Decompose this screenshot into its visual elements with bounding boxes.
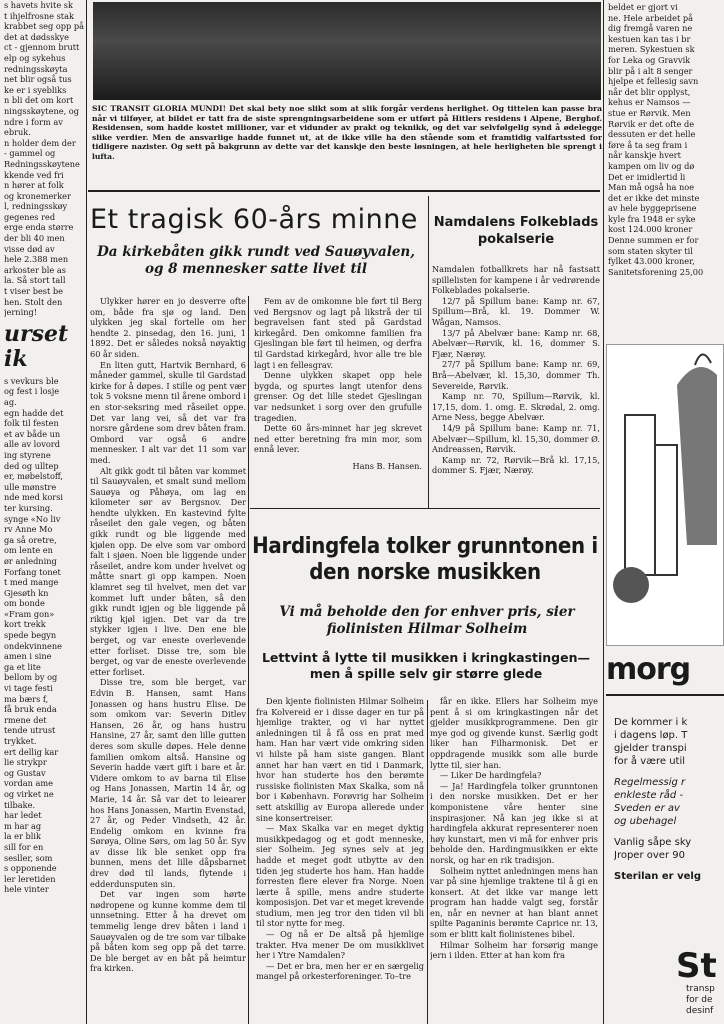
article1-paragraph: Ulykker hører en jo desverre ofte om, både fra sjø og land. Den ulykken jeg skal fortelle om her hendte 2. pinsedag, den 16. juni, 1 1892. Det er således nokså nøyaktig 60 år siden. — [90, 296, 246, 359]
article1-column-1 — [90, 296, 246, 1024]
left-column-line: s opponende — [4, 863, 57, 874]
left-column-line: om lente en — [4, 545, 53, 556]
article-divider — [250, 508, 600, 509]
left-column-line: t med mange — [4, 577, 59, 588]
left-column-line: ert dellig kar — [4, 746, 59, 757]
left-column-line: alle av lovord — [4, 439, 60, 450]
right-column-line: Man må også ha noe — [608, 182, 695, 193]
fixture-item: 12/7 på Spillum bane: Kamp nr. 67, Spillum—Brå, kl. 19. Dommer W. Wågan, Namsos. — [432, 295, 600, 327]
left-column-line: folk til festen — [4, 418, 59, 429]
advertisement-line: Jroper over 90 — [614, 850, 685, 861]
right-column-line: Denne summen er for — [608, 235, 699, 246]
article1-paragraph: Fem av de omkomne ble ført til Berg ved Bergsnov og lagt på likstrå der til begravelsen fant sted på Gardstad kirkegård. Den omkomne familien fra Gjeslingan ble ført til heimen, og derfra til Gardstad kirkegård, hvor alle tre ble lagt i en fellesgrav. — [254, 296, 422, 370]
left-column-line: ke er i syebliks — [4, 84, 67, 95]
article2-paragraph: får en ikke. Ellers har Solheim mye pent å si om kringkastingen når det gjelder musikkprogrammene. Den gir mye god og givende kunst. Særlig godt liker han Filharmonisk. Det er oppdragende musikk som alle burde lytte til, sier han. — [430, 696, 598, 770]
right-column-line: stue er Rørvik. Men — [608, 107, 691, 118]
left-column-line: ler leretiden — [4, 873, 56, 884]
advertisement-italic-line: Sveden er av — [614, 803, 680, 814]
article1-paragraph: En liten gutt, Hartvik Bernhard, 6 måneder gammel, skulle til Gardstad kirke for å døpes. I stille og pent vær tok 5 voksne menn til årene ombord i en stor-seksring med råseilet oppe. Det var lang vei, så det var fra norsre gårdene som drev båten fram. Ombord var også 6 andre mennesker. I alt var det 11 som var med. — [90, 359, 246, 465]
left-column-line: om bonde — [4, 598, 45, 609]
left-column-line: et av både un — [4, 428, 61, 439]
advertisement-headline: morg — [606, 652, 691, 687]
left-column-line: amen i sine — [4, 651, 52, 662]
left-column-heading-1: urset — [4, 320, 69, 347]
advertisement-drawing — [607, 345, 723, 645]
left-column-line: n holder dem der — [4, 137, 76, 148]
article2-subheadline-bold: Lettvint å lytte til musikken i kringkastingen—men å spille selv gir større glede — [261, 650, 591, 681]
left-column-line: sill for en — [4, 841, 44, 852]
left-column-line: l, redningsskøy — [4, 201, 68, 212]
fixture-item: 13/7 på Abelvær bane: Kamp nr. 68, Abelvær—Rørvik, kl. 16, dommer S. Fjær, Nærøy. — [432, 327, 600, 359]
left-column-line: spede begyn — [4, 630, 57, 641]
left-column-line: la. Så stort tall — [4, 275, 66, 286]
left-column-line: ct - gjennom brutt — [4, 42, 80, 53]
left-column-line: ter kursing. — [4, 502, 53, 513]
article2-paragraph: — Max Skalka var en meget dyktig musikkpedagog og et godt menneske, sier Solheim. Jeg synes selv at jeg hadde et meget godt utbytte av den tiden jeg studerte hos ham. Han hadde forresten flere elever fra Norge. Noen lærte å spille, mens andre studerte komposisjon. Det var et meget krevende studium, men jeg tror den tiden vil bli til stor nytte for meg. — [256, 823, 424, 929]
right-column-line: kestuen kan tas i br — [608, 33, 691, 44]
left-column-line: s havets hvite sk — [4, 0, 73, 10]
left-column-heading-2: ik — [4, 345, 28, 372]
left-column-line: visse død av — [4, 243, 55, 254]
fixture-item: Kamp nr. 70, Spillum—Rørvik, kl. 17,15, dom. 1. omg. E. Skrødal, 2. omg. Arne Ness, begge Abelvær. — [432, 391, 600, 423]
article1-subheadline: Da kirkebåten gikk rundt ved Sauøyvalen, og 8 mennesker satte livet til — [97, 244, 415, 277]
left-column-line: har ledet — [4, 810, 42, 821]
left-column-text-lower — [4, 376, 86, 895]
left-column-line: t ihjelfrosne stak — [4, 10, 74, 21]
right-column-line: kehus er Namsos — — [608, 97, 691, 108]
photo-rule — [88, 190, 600, 192]
left-column-line: kort trekk — [4, 619, 46, 630]
fixture-item: 27/7 på Spillum bane: Kamp nr. 69, Brå—Abelvær, kl. 15,30, dommer Th. Severeide, Rørvik. — [432, 359, 600, 391]
left-column-line: m har ag — [4, 820, 42, 831]
left-column-line: ag. — [4, 397, 17, 407]
right-column-line: kampen om liv og dø — [608, 160, 695, 171]
right-column-line: for Leka og Gravvik — [608, 54, 691, 65]
article1-paragraph: Disse tre, som ble berget, var Edvin B. Hansen, samt Hans Jonassen og hans hustru Elise. De som omkom var: Severin Ditlev Hansen, 26 år, og hans hustru Hansine, 27 år, samt den lille gutten deres som skulle døpes. Hele denne familien omkom altså. Hansine og Severin hadde vært gift i bare et år. Videre omkom to av barna til Elise og Hans Jonassen, Martin 14 år, og Marie, 14 år. Så var det to leiearer hos Hans Jonassen, Martin Evenstad, 27 år, og Peder Vindseth, 42 år. Endelig omkom en kvinne fra Sørøya, Oline Sørs, om lag 50 år. Syv av disse lik ble senket opp fra bunnen, mens det lille dåpsbarnet drev død til lands, flytende i edderdunsputen sin. — [90, 677, 246, 889]
article2-paragraph: Solheim nyttet anledningen mens han var på sine hjemlige traktene til å gi en konsert. At det ikke var mange lett program han hadde valgt seg, forstår en, når en nevner at han blant annet spilte Paganinis berømte Caprice nr. 13, som er blitt kalt fiolinistenes bibel. — [430, 865, 598, 940]
advertisement-bottom-text: St — [676, 946, 717, 986]
left-column-line: krabbet seg opp på — [4, 21, 85, 32]
left-column-line: er, møbelstoff, — [4, 471, 64, 482]
left-column-line: «Fram gon» — [4, 608, 55, 619]
left-column-line: Forfang tonet — [4, 566, 61, 577]
left-column-line: net blir også tus — [4, 74, 72, 85]
right-column-line: meren. Sykestuen sk — [608, 44, 695, 55]
left-column-line: få bruk enda — [4, 704, 57, 715]
left-column-line: vi tage festi — [4, 683, 53, 694]
right-column-line: dig fremgå varen ne — [608, 23, 693, 34]
right-column-line: kyle fra 1948 er syke — [608, 213, 696, 224]
right-column-text — [608, 2, 724, 322]
left-column — [4, 0, 86, 1024]
advertisement-bottom-line-2: for de — [686, 995, 713, 1005]
left-column-line: jerning! — [4, 307, 37, 318]
column-rule-left — [86, 0, 87, 1024]
advertisement-line: Vanlig såpe sky — [614, 837, 692, 848]
left-column-line: hele vinter — [4, 884, 49, 895]
sidebar-rule — [428, 196, 429, 508]
left-column-line: og Gustav — [4, 767, 46, 778]
left-column-line: lie strykpr — [4, 757, 47, 768]
right-column-line: kost 124.000 kroner — [608, 224, 693, 235]
left-column-line: kkende ved fri — [4, 169, 64, 180]
right-column-line: som staten skyter til — [608, 245, 693, 256]
advertisement-line: De kommer i k — [614, 717, 688, 728]
sidebar-intro: Namdalen fotballkrets har nå fastsatt spillelisten for kampene i år vedrørende Folkeblades pokalserie. — [432, 264, 600, 296]
left-column-line: ør anledning — [4, 555, 57, 566]
article2-paragraph: Den kjente fiolinisten Hilmar Solheim fra Kolvereid er i disse dager en tur på hjemlige trakter, og vi har nyttet anledningen til å få oss en prat med ham. Han har vært vide omkring siden vi hilste på ham siste gangen. Blant annet har han vært en tid i Danmark, hvor han studerte hos den berømte russiske fiolinisten Max Skalka, som nå bor i København. Forøvrig har Solheim sett atskillig av Europa allerede under sine konsertreiser. — [256, 696, 424, 823]
left-column-line: der bli 40 men — [4, 233, 65, 244]
column-rule-right — [603, 0, 604, 1024]
right-column-line: fylket 43.000 kroner, — [608, 256, 695, 267]
left-column-line: og virket ne — [4, 788, 54, 799]
left-column-line: tilbake. — [4, 799, 36, 810]
advertisement-line: gjelder transpi — [614, 743, 687, 754]
article2-column-1 — [256, 696, 424, 1024]
advertisement-bottom-lines — [686, 984, 724, 1024]
right-column-line: ne. Hele arbeidet på — [608, 12, 693, 23]
left-column-line: Redningsskøytene — [4, 158, 80, 169]
left-column-line: ningsskøytene, og — [4, 105, 79, 116]
article2-column-2 — [430, 696, 598, 1024]
left-column-line: vordan ame — [4, 778, 53, 789]
left-column-line: ndre i form av — [4, 116, 63, 127]
article2-subheadline-italic: Vi må beholde den for enhver pris, sier fiolinisten Hilmar Solheim — [279, 604, 575, 637]
article1-paragraph: Alt gikk godt til båten var kommet til Sauøyvalen, et smalt sund mellom Sauøya og Påhøya, om lag en kilometer sør av Bergsnov. Der hendte ulykken. En kastevind fylte råseilet den gale vegen, og båten gikk rundt og ble liggende med kjølen opp. De elve som var ombord falt i sjøen. Noen ble liggende under råseilet, andre kom under hvelvet og måtte snart gi opp kampen. Noen klamret seg til hvelvet, men det var kommet luft under båten, så den gikk rundt igjen og ble liggende på riktig kjøl igjen. Det var da tre stykker igjen i live. Den ene ble berget, og var eneste overlevende etter forliset. Disse tre, som ble berget, og var de eneste overlevende etter forliset. — [90, 465, 246, 677]
left-column-line: og fest i losje — [4, 386, 60, 397]
left-column-line: ondekvinnene — [4, 640, 63, 651]
advertisement-line: for å være util — [614, 756, 686, 767]
left-column-line: n hører at folk — [4, 180, 64, 191]
left-column-line: ebruk. — [4, 127, 31, 138]
right-column-line: det er ikke det minste — [608, 192, 700, 203]
article2-paragraph: — Og nå er De altså på hjemlige trakter. Hva mener De om musikklivet her i Ytre Namdalen? — [256, 929, 424, 961]
right-column-line: når kanskje hvert — [608, 150, 681, 161]
left-column-line: arkoster ble as — [4, 264, 66, 275]
fixture-item: Kamp nr. 72, Rørvik—Brå kl. 17,15, dommer S. Fjær, Nærøy. — [432, 454, 600, 476]
left-column-line: og kronemerker — [4, 190, 71, 201]
left-column-line: t viser best be — [4, 286, 63, 297]
left-column-line: hen. Stolt den — [4, 296, 63, 307]
advertisement-bold-line: Sterilan er velg — [614, 871, 701, 882]
article2-paragraph: Hilmar Solheim har forsørig mange jern i ilden. Etter at han kom fra — [430, 939, 598, 961]
right-column-line: blir på i alt 8 senger — [608, 65, 693, 76]
article1-column-2 — [254, 296, 422, 506]
left-column-line: tende utrust — [4, 725, 56, 736]
right-column-line: hjelpe et fellesig savn — [608, 76, 699, 87]
left-column-line: erge enda større — [4, 222, 74, 233]
article2-paragraph: — Liker De hardingfela? — [440, 770, 542, 781]
left-column-text — [4, 0, 86, 318]
right-column-line: når det blir opplyst, — [608, 86, 691, 97]
article2-headline: Hardingfela tolker grunntonen i den norske musikken — [252, 534, 598, 585]
left-column-line: ded og ulltep — [4, 460, 59, 471]
left-column-line: hele 2.388 men — [4, 254, 69, 265]
right-column-line: føre å ta seg fram i — [608, 139, 688, 150]
left-column-line: nde med korsi — [4, 492, 64, 503]
left-column-line: ga så oretre, — [4, 534, 57, 545]
article1-paragraph: Det var ingen som hørte nødropene og kunne komme dem til unnsetning. Etter å ha drevet om temmelig lenge drev båten i land i Sauøyvalen og de tre som var tilbake på båten kom seg opp på det tørre. De ble berget av en båt på heimtur fra kirken. — [90, 889, 246, 974]
advertisement-illustration — [606, 344, 724, 646]
article2-paragraph: — Ja! Hardingfela tolker grunntonen i den norske musikken. Det er her komponistene våre henter sine inspirasjoner. Nå kan jeg ikke si at hardingfela akkurat representerer noen høy kunstart, men vi må for enhver pris beholde den. Hardingmusikken er ekte norsk, og har en rik tradisjon. — [430, 780, 598, 865]
left-column-line: gegenes red — [4, 211, 56, 222]
left-column-line: synge «No liv — [4, 513, 61, 524]
advertisement-italic-line: Regelmessig r — [614, 777, 686, 788]
advertisement-italic-line: enkleste råd - — [614, 790, 684, 801]
left-column-line: n bli det om kort — [4, 95, 74, 106]
left-column-line: rv Anne Mo — [4, 524, 53, 535]
article2-paragraph: — Det er bra, men her er en særgelig mangel på orkesterforeninger. To–tre — [256, 960, 424, 982]
left-column-line: bellom by og — [4, 672, 58, 683]
left-column-line: - gammel og — [4, 148, 56, 159]
advertisement-bottom-line-3: desinf — [686, 1006, 714, 1016]
article1-paragraph: Denne ulykken skapet opp hele bygda, og spurtes langt utenfor dens grenser. Og det lille stedet Gjeslingan var nedsunket i sorg over den grufulle tragedien. — [254, 370, 422, 423]
article1-signature: Hans B. Hansen. — [352, 460, 422, 471]
left-column-line: rmene det — [4, 714, 47, 725]
left-column-line: ing styrene — [4, 449, 51, 460]
right-column-line: beldet er gjort vi — [608, 2, 678, 12]
article1-paragraph: Dette 60 års-minnet har jeg skrevet ned etter beretning fra min mor, som ennå lever. — [254, 423, 422, 455]
left-column-line: redningsskøyta — [4, 63, 68, 74]
berghof-ruins-photo — [93, 2, 601, 100]
left-column-line: ulle mønstre — [4, 481, 57, 492]
sidebar-text — [432, 264, 600, 508]
right-column-line: av hele byggeprisene — [608, 203, 697, 214]
article1-rule — [248, 296, 249, 1024]
right-column-line: Sanitetsforening 25,00 — [608, 266, 704, 277]
left-column-line: s vevkurs ble — [4, 375, 59, 386]
left-column-line: Gjesøth kn — [4, 587, 49, 598]
left-column-line: egn hadde det — [4, 407, 64, 418]
advertisement-italic-line: og ubehagel — [614, 816, 677, 827]
left-column-line: trykket. — [4, 736, 37, 746]
advertisement-line: i dagens løp. T — [614, 730, 688, 741]
left-column-line: ma bærs f, — [4, 693, 49, 704]
left-column-line: ga et lite — [4, 661, 41, 672]
sidebar-headline: Namdalens Folkeblads pokalserie — [433, 215, 599, 247]
left-column-line: la er blik — [4, 831, 41, 842]
left-column-line: det at dødsskye — [4, 31, 70, 42]
advertisement-rule — [606, 694, 724, 696]
left-column-line: elp og sykehus — [4, 52, 66, 63]
article2-rule — [427, 700, 428, 1024]
photo-caption: SIC TRANSIT GLORIA MUNDI! Det skal bety noe slikt som at slik forgår verdens herlighet. Og tittelen kan passe bra når vi tilføyer, at bildet er tatt fra de siste sprengningsarbeidene som er utført på Hitlers residens i Alpene, Berghof. Residensen, som hadde kostet millioner, var et vidunder av prakt og teknikk, og det var selvfølgelig synd å ødelegge slike verdier. Men de ansvarlige hadde funnet ut, at de ikke ville ha den stående som et framtidig valfartssted for tidligere nazister. Og sett på bakgrunn av dette var det kanskje den beste løsningen, at hele herligheten ble sprengt i lufta. — [92, 104, 602, 161]
right-column-line: Det er imidlertid li — [608, 171, 686, 182]
left-column-line: sesller, som — [4, 852, 53, 863]
advertisement-bottom-line-1: transp — [686, 984, 715, 994]
article1-headline: Et tragisk 60-års minne — [90, 204, 418, 235]
fixture-item: 14/9 på Spillum bane: Kamp nr. 71, Abelvær—Spillum, kl. 15,30, dommer Ø. Andreassen, Rørvik. — [432, 422, 600, 455]
right-column-line: dessuten er det helle — [608, 129, 696, 140]
right-column-line: Rørvik er det ofte de — [608, 118, 695, 129]
